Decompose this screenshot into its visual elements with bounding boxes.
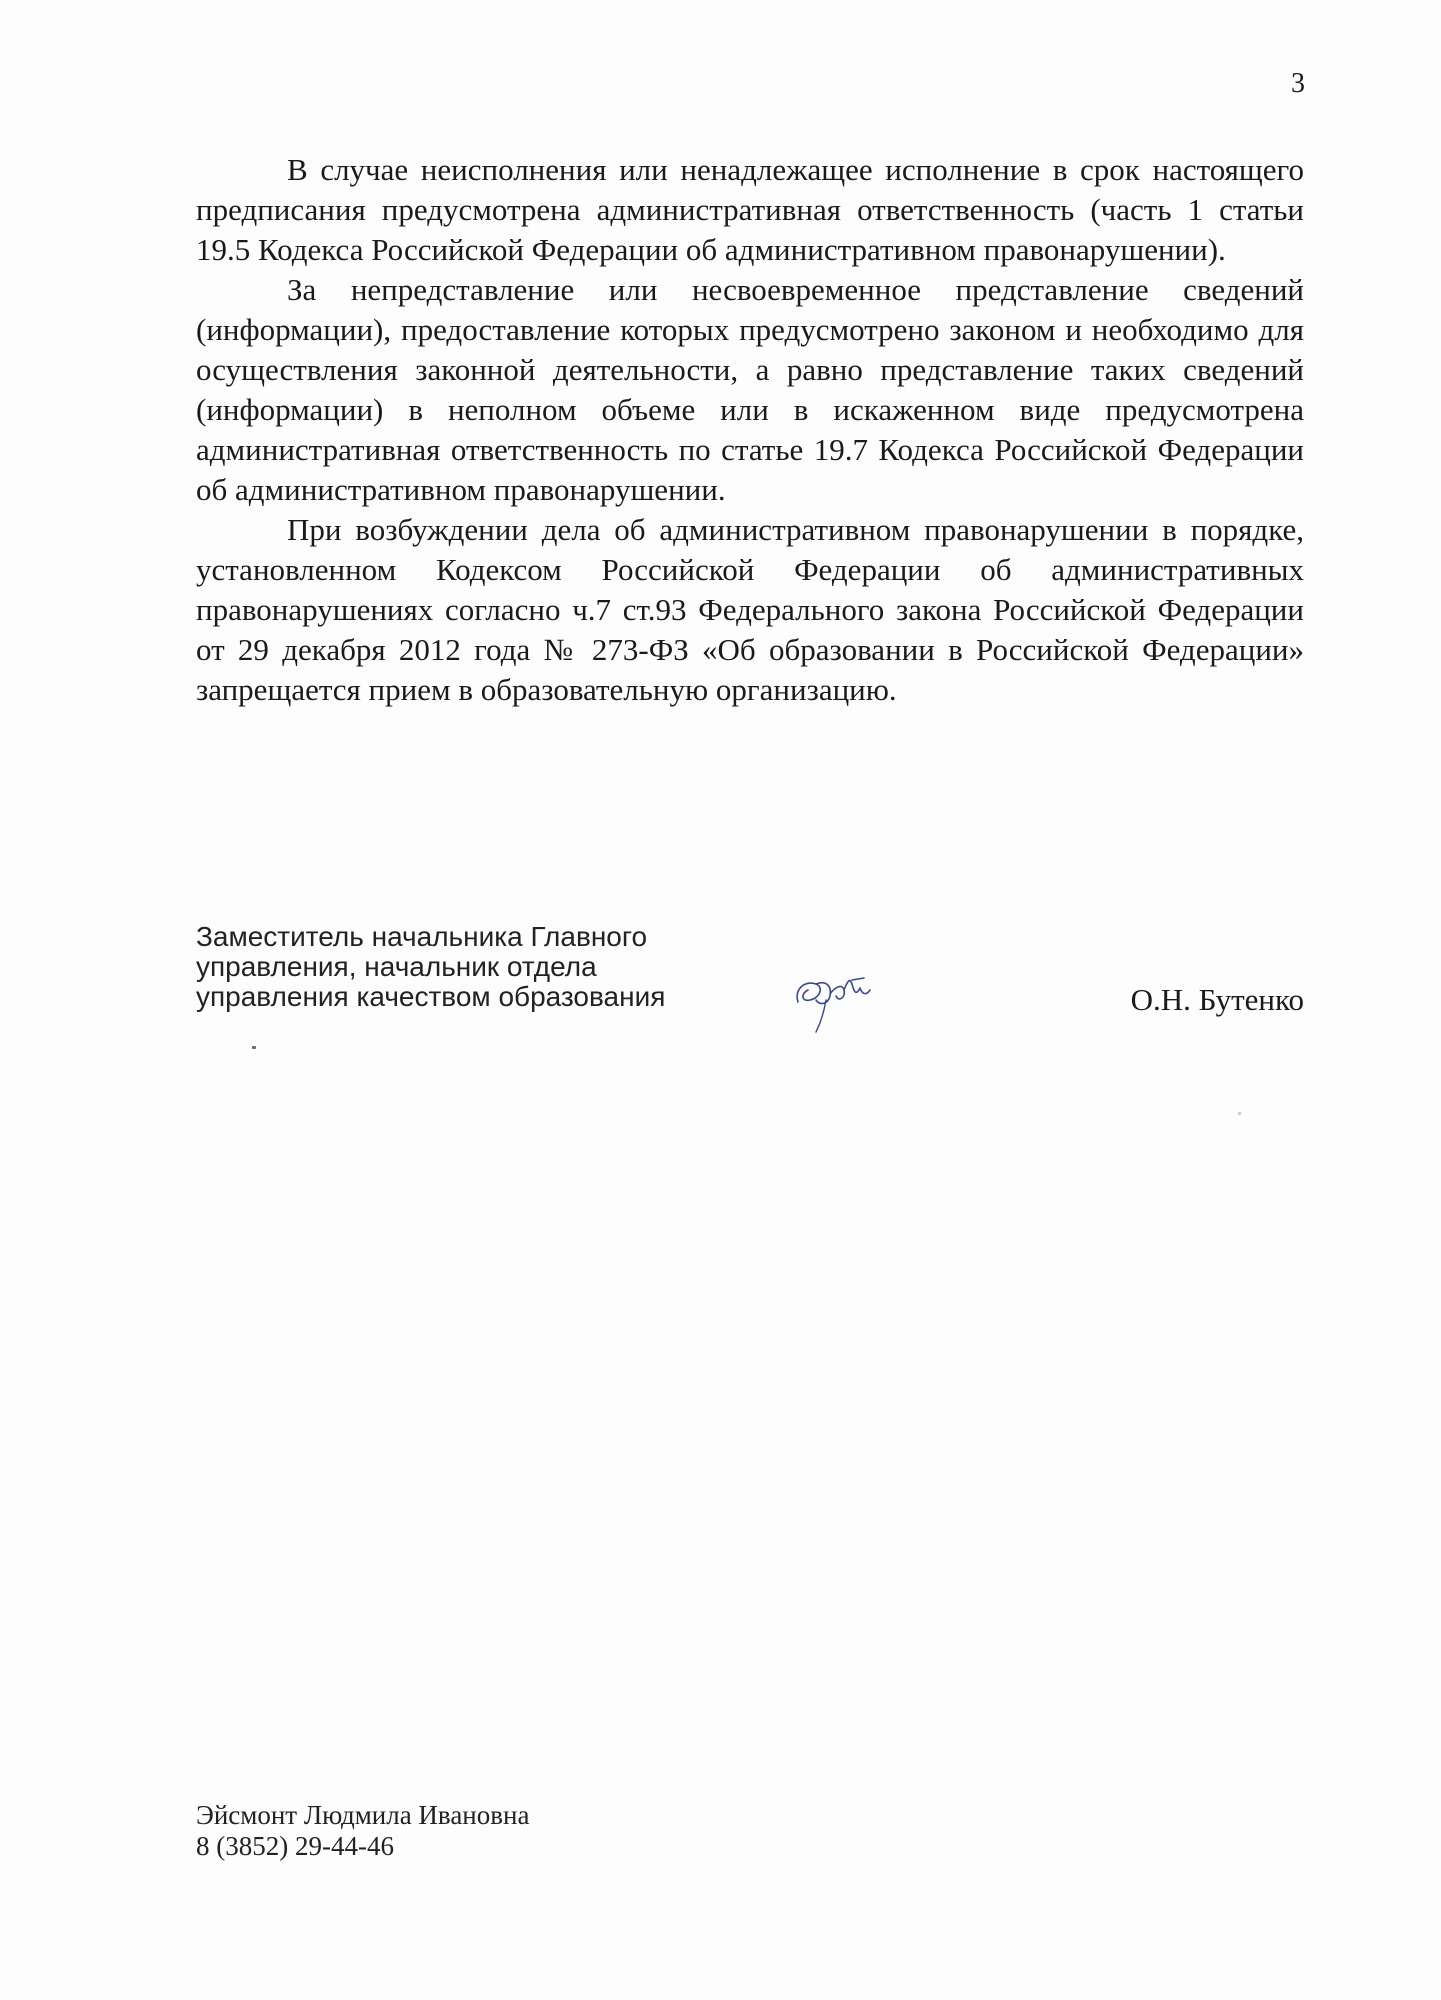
- paragraph-liability-19-7: За непредставление или несвоевременное представление сведений (информации), предоставление которых предусмотрено законом и необходимо для осуществления законной деятельности, а равно представление таких сведений (информации) в неполном объеме или в искаженном виде предусмотрена административная ответственность по статье 19.7 Кодекса Российской Федерации об административном правонарушении.: [196, 272, 1304, 507]
- body-text: [196, 150, 1304, 710]
- scan-speck: [1238, 1112, 1241, 1115]
- page-number: 3: [1291, 68, 1305, 99]
- signatory-position: Заместитель начальника Главного управления, начальник отдела управления качеством образования: [196, 921, 666, 1012]
- handwritten-signature: [786, 950, 886, 1040]
- paragraph-liability-19-5: В случае неисполнения или ненадлежащее исполнение в срок настоящего предписания предусмотрена административная ответственность (часть 1 статьи 19.5 Кодекса Российской Федерации об административном правонарушении).: [196, 152, 1304, 267]
- scan-speck: [252, 1046, 256, 1049]
- contact-name: Эйсмонт Людмила Ивановна: [196, 1800, 530, 1830]
- contact-phone: 8 (3852) 29-44-46: [196, 1831, 394, 1861]
- paragraph-admission-ban: При возбуждении дела об административном правонарушении в порядке, установленном Кодексом Российской Федерации об административных правонарушениях согласно ч.7 ст.93 Федерального закона Российской Федерации от 29 декабря 2012 года № 273-ФЗ «Об образовании в Российской Федерации» запрещается прием в образовательную организацию.: [196, 512, 1304, 707]
- signature-block: [196, 922, 1304, 1022]
- signatory-name: О.Н. Бутенко: [1130, 982, 1304, 1017]
- contact-info: [196, 1800, 529, 1862]
